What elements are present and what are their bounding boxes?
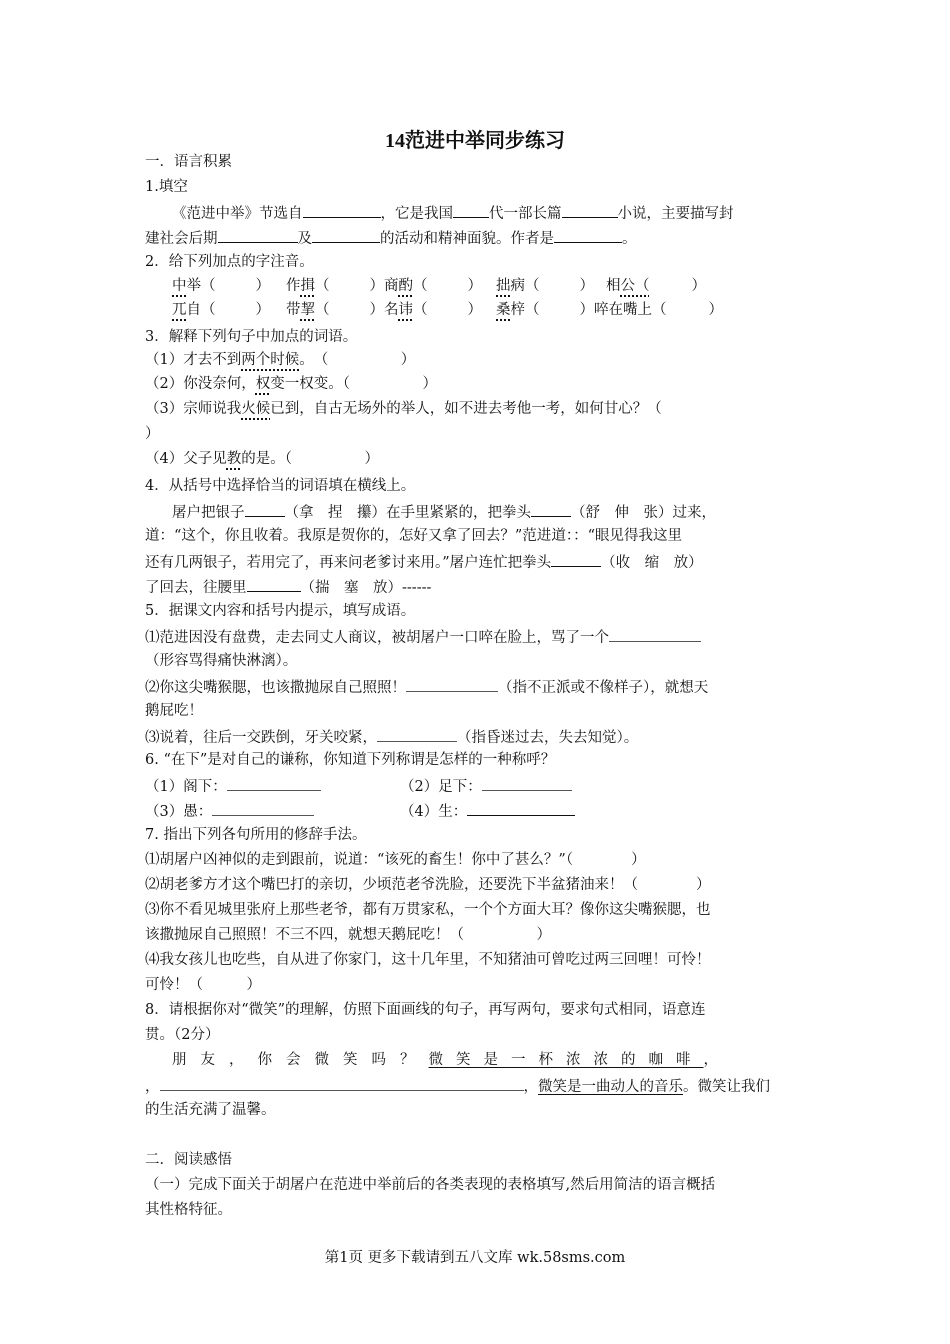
q2-row-2: 兀自（ ） 带挈（ ）名讳（ ） 桑梓（ ）啐在嘴上（ ）	[172, 302, 723, 318]
q5-line-3: ⑵你这尖嘴猴腮，也该撒抛尿自己照照！ （指不正派或不像样子），就想天	[145, 676, 810, 698]
q3-label: 3．解释下列句子中加点的词语。	[145, 329, 358, 345]
q4-line-4: 了回去，往腰里 （揣 塞 放）------	[145, 576, 810, 598]
q6-row-2: （3）愚： （4）生：	[145, 800, 810, 822]
q1-line-1: 《范进中举》节选自 ，它是我国 代一部长篇 小说，主要描写封	[172, 202, 810, 224]
q1-label: 1.填空	[145, 179, 188, 195]
q7-label: 7. 指出下列各句所用的修辞手法。	[145, 827, 367, 843]
q5-label: 5．据课文内容和括号内提示，填写成语。	[145, 603, 416, 619]
q3-line-4: ）	[145, 426, 160, 442]
q6-label: 6. “在下”是对自己的谦称，你知道下列称谓是怎样的一种称呼？	[145, 752, 556, 768]
q7-line-1: ⑴胡屠户凶神似的走到跟前，说道：“该死的畜生！你中了甚么？”（ ）	[145, 852, 646, 868]
q5-line-4: 鹅屁吃！	[145, 703, 203, 719]
q7-line-3: ⑶你不看见城里张府上那些老爷，都有万贯家私，一个个方面大耳？像你这尖嘴猴腮，也	[145, 902, 711, 918]
page-footer: 第1页 更多下载请到五八文库 wk.58sms.com	[324, 1250, 626, 1266]
q1-line-2: 建社会后期 及 的活动和精神面貌。作者是 。	[145, 227, 810, 249]
page-title: 14范进中举同步练习	[385, 130, 565, 152]
section-2-line-2: 其性格特征。	[145, 1202, 232, 1218]
q4-line-3: 还有几两银子，若用完了，再来问老爹讨来用。”屠户连忙把拳头 （收 缩 放）	[145, 551, 810, 573]
q7-line-5: ⑷我女孩儿也吃些，自从进了你家门，这十几年里，不知猪油可曾吃过两三回哩！可怜！	[145, 952, 711, 968]
q8-label-1: 8．请根据你对“微笑”的理解，仿照下面画线的句子，再写两句，要求句式相同，语意连	[145, 1002, 706, 1018]
q8-line-2: ， ，微笑是一曲动人的音乐。微笑让我们	[145, 1075, 810, 1097]
section-2-line-1: （一）完成下面关于胡屠户在范进中举前后的各类表现的表格填写,然后用简洁的语言概括	[145, 1177, 716, 1193]
section-2-heading: 二．阅读感悟	[145, 1152, 232, 1168]
q7-line-2: ⑵胡老爹方才这个嘴巴打的亲切，少顷范老爷洗脸，还要洗下半盆猪油来！（ ）	[145, 877, 711, 893]
q2-row-1: 中举（ ） 作揖（ ）商酌（ ） 拙病（ ） 相公（ ）	[172, 278, 706, 294]
q3-line-3: （3）宗师说我火候已到，自古无场外的举人，如不进去考他一考，如何甘心？（	[145, 401, 662, 417]
q2-label: 2．给下列加点的字注音。	[145, 254, 314, 270]
q3-line-1: （1）才去不到两个时候。 （ ）	[145, 352, 416, 368]
q8-line-1: 朋友，你会微笑吗？微笑是一杯浓浓的咖啡，	[172, 1052, 718, 1068]
q4-line-2: 道：“这个，你且收着。我原是贺你的，怎好又拿了回去？”范进道：：“眼见得我这里	[145, 528, 682, 544]
q4-label: 4．从括号中选择恰当的词语填在横线上。	[145, 478, 416, 494]
q5-line-1: ⑴范进因没有盘费，走去同丈人商议，被胡屠户一口啐在脸上，骂了一个	[145, 626, 810, 648]
q8-line-3: 的生活充满了温馨。	[145, 1102, 276, 1118]
section-1-heading: 一．语言积累	[145, 154, 232, 170]
q6-row-1: （1）阁下： （2）足下：	[145, 775, 810, 797]
q3-line-5: （4）父子见教的是。（ ）	[145, 451, 379, 467]
q3-line-2: （2）你没奈何，权变一权变。（ ）	[145, 376, 437, 392]
q5-line-2: （形容骂得痛快淋漓）。	[145, 653, 298, 669]
q8-label-2: 贯。（2分）	[145, 1027, 220, 1043]
q5-line-5: ⑶说着，往后一交跌倒，牙关咬紧， （指昏迷过去，失去知觉）。	[145, 726, 810, 748]
q4-line-1: 屠户把银子 （拿 捏 攥）在手里紧紧的，把拳头 （舒 伸 张）过来，	[172, 501, 810, 523]
q7-line-4: 该撒抛尿自己照照！不三不四，就想天鹅屁吃！（ ）	[145, 927, 551, 943]
q7-line-6: 可怜！（ ）	[145, 977, 261, 993]
